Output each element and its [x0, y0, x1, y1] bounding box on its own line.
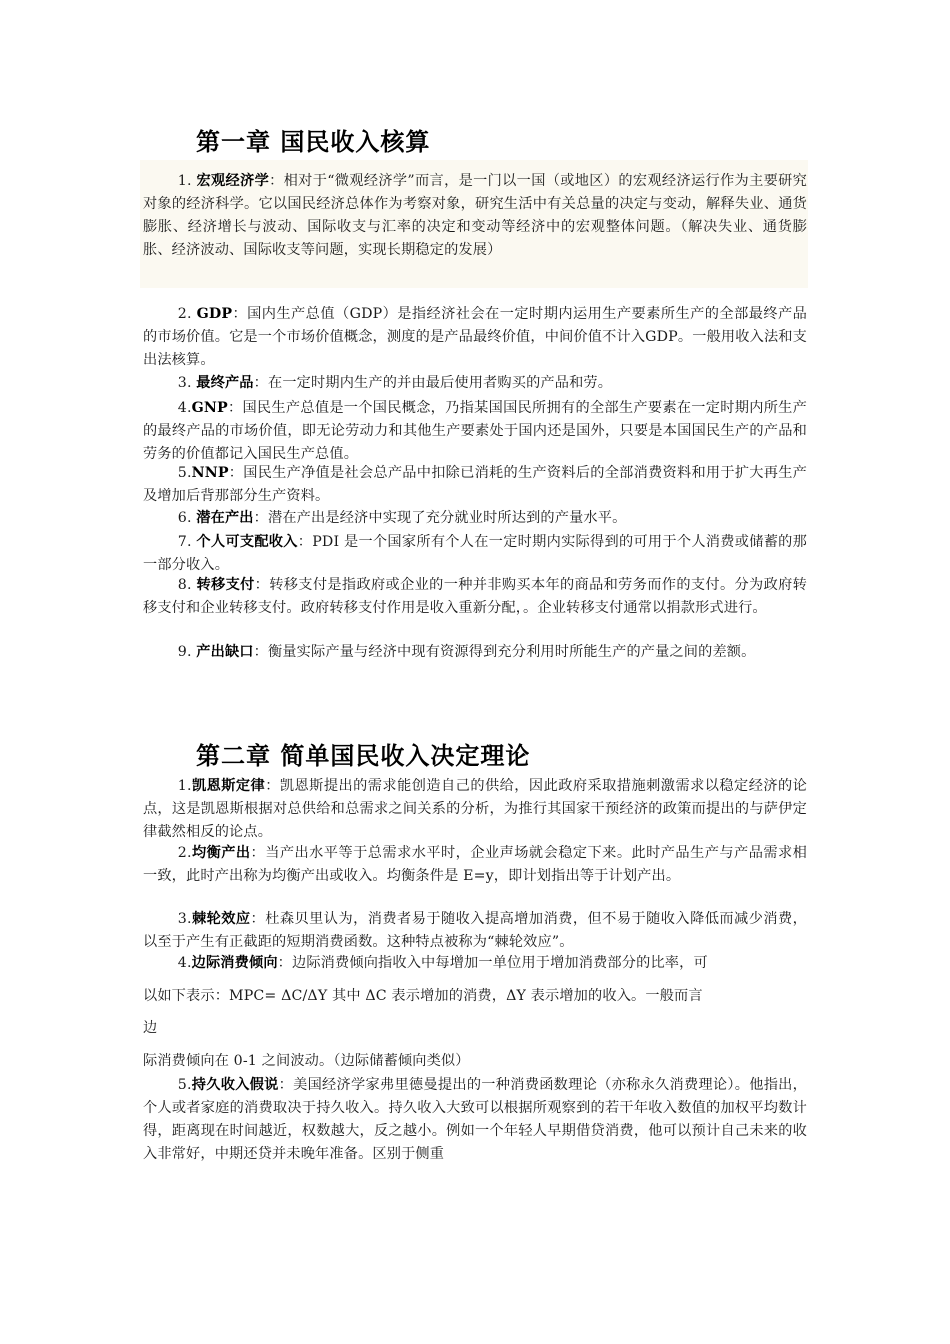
ch2-item-3: 3.棘轮效应：杜森贝里认为，消费者易于随收入提高增加消费，但不易于随收入降低而减少消费，以至于产生有正截距的短期消费函数。这种特点被称为“棘轮效应”。: [143, 911, 807, 950]
ch2-item-2: 2.均衡产出：当产出水平等于总需求水平时，企业声场就会稳定下来。此时产品生产与产品需求相一致，此时产出称为均衡产出或收入。均衡条件是 E=y，即计划指出等于计划产出。: [143, 845, 807, 884]
ch2-item-4-term: 边际消费倾向: [191, 955, 278, 971]
ch1-item-2: 2. GDP：国内生产总值（GDP）是指经济社会在一定时期内运用生产要素所生产的全部最终产品的市场价值。它是一个市场价值概念，测度的是产品最终价值，中间价值不计入GDP。一般用收入法和支出法核算。: [143, 306, 807, 368]
ch2-item-5-term: 持久收入假说: [191, 1077, 279, 1093]
ch1-item-3-term: 最终产品: [196, 375, 254, 391]
ch1-item-6: 6. 潜在产出：潜在产出是经济中实现了充分就业时所达到的产量水平。: [177, 510, 627, 526]
ch1-item-7: 7. 个人可支配收入：PDI 是一个国家所有个人在一定时期内实际得到的可用于个人消费或储蓄的那一部分收入。: [143, 534, 807, 573]
ch1-item-4-term: GNP: [191, 400, 228, 416]
ch2-item-4-tail-line: 际消费倾向在 0-1 之间波动。（边际储蓄倾向类似）: [143, 1053, 470, 1069]
ch1-item-5: 5.NNP：国民生产净值是社会总产品中扣除已消耗的生产资料后的全部消费资料和用于扩大再生产及增加后背那部分生产资料。: [143, 465, 807, 504]
ch2-item-2-term: 均衡产出: [191, 845, 251, 861]
ch1-item-2-term: GDP: [196, 306, 233, 322]
ch1-item-1-term: 宏观经济学: [196, 173, 270, 189]
ch1-item-9-term: 产出缺口: [196, 644, 254, 660]
chapter-1-title: 第一章 国民收入核算: [196, 128, 431, 156]
ch1-item-4: 4.GNP：国民生产总值是一个国民概念，乃指某国国民所拥有的全部生产要素在一定时期内所生产的最终产品的市场价值，即无论劳动力和其他生产要素处于国内还是国外，只要是本国国民生产的产品和劳务的价值都记入国民生产总值。: [143, 400, 807, 462]
ch2-item-4-wrap-line: 边: [143, 1020, 158, 1036]
ch2-item-4: 4.边际消费倾向：边际消费倾向指收入中每增加一单位用于增加消费部分的比率，可: [177, 955, 708, 971]
ch2-item-5: 5.持久收入假说：美国经济学家弗里德曼提出的一种消费函数理论（亦称永久消费理论）。他指出，个人或者家庭的消费取决于持久收入。持久收入大致可以根据所观察到的若干年收入数值的加权平均数计得，距离现在时间越近，权数越大，反之越小。例如一个年轻人早期借贷消费，他可以预计自己未来的收入非常好，中期还贷并未晚年准备。区别于侧重: [143, 1077, 807, 1162]
ch2-item-3-term: 棘轮效应: [191, 911, 251, 927]
ch1-item-5-term: NNP: [191, 465, 229, 481]
ch2-item-4-formula-line: 以如下表示：MPC= ΔC/ΔY 其中 ΔC 表示增加的消费，ΔY 表示增加的收入。一般而言: [143, 988, 703, 1004]
ch1-item-1: 1. 宏观经济学：相对于“微观经济学”而言，是一门以一国（或地区）的宏观经济运行作为主要研究对象的经济科学。它以国民经济总体作为考察对象，研究生活中有关总量的决定与变动，解释失业、通货膨胀、经济增长与波动、国际收支与汇率的决定和变动等经济中的宏观整体问题。（解决失业、通货膨胀、经济波动、国际收支等问题，实现长期稳定的发展）: [143, 173, 807, 258]
ch1-item-8-term: 转移支付: [196, 577, 255, 593]
chapter-2-title: 第二章 简单国民收入决定理论: [196, 742, 531, 770]
ch1-item-9: 9. 产出缺口：衡量实际产量与经济中现有资源得到充分利用时所能生产的产量之间的差额。: [177, 644, 756, 660]
ch1-item-7-term: 个人可支配收入: [196, 534, 298, 550]
ch1-item-8: 8. 转移支付：转移支付是指政府或企业的一种并非购买本年的商品和劳务而作的支付。分为政府转移支付和企业转移支付。政府转移支付作用是收入重新分配，。企业转移支付通常以捐款形式进行。: [143, 577, 807, 616]
ch1-item-3: 3. 最终产品：在一定时期内生产的并由最后使用者购买的产品和劳。: [177, 375, 613, 391]
ch1-item-6-term: 潜在产出: [196, 510, 254, 526]
ch2-item-1: 1.凯恩斯定律：凯恩斯提出的需求能创造自己的供给，因此政府采取措施刺激需求以稳定经济的论点，这是凯恩斯根据对总供给和总需求之间关系的分析，为推行其国家干预经济的政策而提出的与萨伊定律截然相反的论点。: [143, 778, 807, 840]
ch2-item-1-term: 凯恩斯定律: [191, 778, 266, 794]
